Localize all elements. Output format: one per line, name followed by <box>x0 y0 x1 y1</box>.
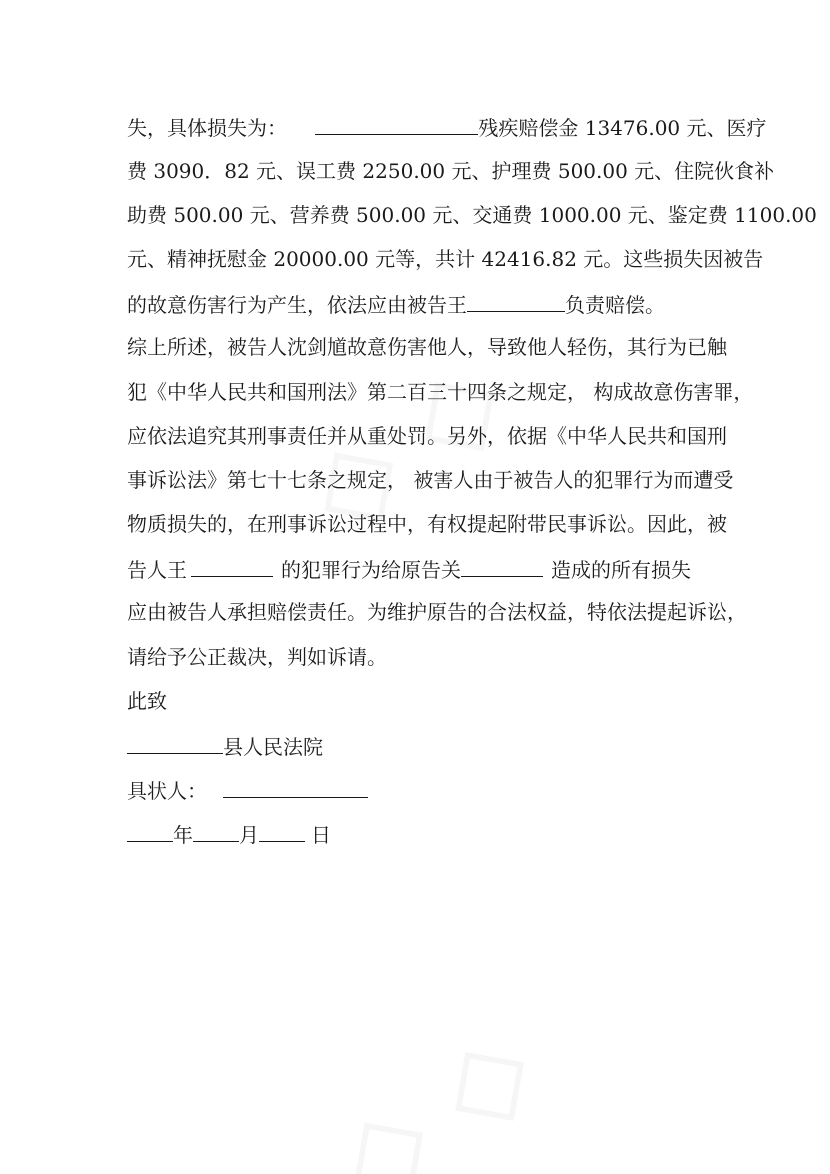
text: 助费 500.00 元、营养费 500.00 元、交通费 1000.00 元、鉴定费 1100.00 <box>127 203 817 227</box>
text: 元、精神抚慰金 20000.00 元等，共计 42416.82 元。这些损失因被告 <box>127 247 764 271</box>
text: 负责赔偿。 <box>565 293 665 317</box>
blank-field[interactable] <box>461 554 543 577</box>
court-line <box>127 731 323 759</box>
text: 此致 <box>127 689 167 713</box>
para1-line5 <box>127 289 665 317</box>
month-field[interactable] <box>193 819 239 842</box>
text: 日 <box>311 823 331 847</box>
text: 失，具体损失为： <box>127 116 287 140</box>
blank-field[interactable] <box>467 289 565 312</box>
text: 年 <box>173 823 193 847</box>
text: 残疾赔偿金 13476.00 元、医疗 <box>478 116 767 140</box>
para2-line6 <box>127 554 691 582</box>
text: 事诉讼法》第七十七条之规定， 被害人由于被告人的犯罪行为而遭受 <box>127 468 734 492</box>
blank-field[interactable] <box>191 554 273 577</box>
plaintiff-label: 具状人： <box>127 779 207 803</box>
para2-line8 <box>127 643 387 671</box>
salutation <box>127 687 167 715</box>
year-field[interactable] <box>127 819 173 842</box>
text: 犯《中华人民共和国刑法》第二百三十四条之规定， 构成故意伤害罪， <box>127 380 754 404</box>
text: 的故意伤害行为产生，依法应由被告王 <box>127 293 467 317</box>
date-line <box>127 819 331 847</box>
para1-line2 <box>127 157 774 185</box>
text: 造成的所有损失 <box>551 558 691 582</box>
para1-line4 <box>127 245 763 273</box>
text: 应由被告人承担赔偿责任。为维护原告的合法权益，特依法提起诉讼， <box>127 600 747 624</box>
text: 费 3090．82 元、误工费 2250.00 元、护理费 500.00 元、住院伙食补 <box>127 159 775 183</box>
para1-line3 <box>127 201 817 229</box>
plaintiff-name-field[interactable] <box>223 775 368 798</box>
para2-line3 <box>127 422 727 450</box>
para2-line4 <box>127 466 733 494</box>
text: 请给予公正裁决，判如诉请。 <box>127 645 387 669</box>
text: 告人王 <box>127 558 187 582</box>
para2-line2 <box>127 378 753 406</box>
para2-line5 <box>127 510 727 538</box>
para2-line1 <box>127 333 727 361</box>
text: 月 <box>239 823 259 847</box>
para2-line7 <box>127 598 747 626</box>
text: 县人民法院 <box>223 735 323 759</box>
watermark <box>312 1002 555 1174</box>
blank-field[interactable] <box>315 112 478 135</box>
plaintiff-line <box>127 775 368 803</box>
text: 的犯罪行为给原告关 <box>281 558 461 582</box>
text: 应依法追究其刑事责任并从重处罚。另外，依据《中华人民共和国刑 <box>127 424 727 448</box>
text: 综上所述，被告人沈剑馗故意伤害他人，导致他人轻伤，其行为已触 <box>127 335 727 359</box>
day-field[interactable] <box>259 819 305 842</box>
para1-line1 <box>127 112 767 140</box>
court-name-field[interactable] <box>127 731 223 754</box>
text: 物质损失的，在刑事诉讼过程中，有权提起附带民事诉讼。因此，被 <box>127 512 727 536</box>
